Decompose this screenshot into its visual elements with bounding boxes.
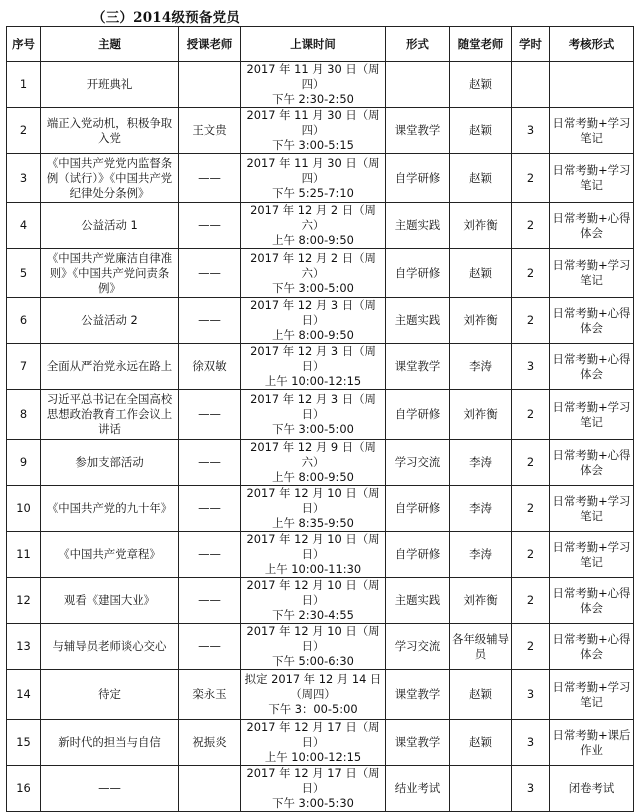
header-teacher: 授课老师 xyxy=(179,27,241,62)
cell-no: 9 xyxy=(7,440,41,486)
cell-hours: 3 xyxy=(512,766,550,812)
cell-tutor: 李涛 xyxy=(450,532,512,578)
cell-no: 8 xyxy=(7,390,41,440)
time-slot: 下午 2:30-4:55 xyxy=(272,608,354,622)
table-row xyxy=(7,249,634,298)
cell-tutor: 赵颖 xyxy=(450,108,512,154)
cell-form: 课堂教学 xyxy=(386,720,450,766)
header-time: 上课时间 xyxy=(241,27,386,62)
table-row xyxy=(7,390,634,440)
time-slot: 上午 10:00-12:15 xyxy=(264,750,362,764)
table-row xyxy=(7,670,634,720)
time-slot: 下午 3：00-5:00 xyxy=(268,702,358,716)
cell-no: 6 xyxy=(7,298,41,344)
cell-form: 自学研修 xyxy=(386,249,450,298)
cell-teacher: —— xyxy=(179,486,241,532)
cell-teacher: —— xyxy=(179,578,241,624)
time-date: 2017 年 12 月 3 日（周日） xyxy=(250,344,376,373)
cell-tutor: 李涛 xyxy=(450,344,512,390)
cell-assessment: 日常考勤+心得体会 xyxy=(550,440,634,486)
cell-assessment: 日常考勤+学习笔记 xyxy=(550,154,634,203)
cell-teacher: —— xyxy=(179,532,241,578)
cell-time xyxy=(241,486,386,532)
time-slot: 下午 5:25-7:10 xyxy=(272,185,354,200)
cell-topic: 《中国共产党廉洁自律准则》《中国共产党问责条例》 xyxy=(41,249,179,298)
cell-topic: 端正入党动机，积极争取入党 xyxy=(41,108,179,154)
time-date: 2017 年 12 月 17 日（周日） xyxy=(246,720,380,749)
cell-teacher: —— xyxy=(179,624,241,670)
time-date: 拟定 2017 年 12 月 14 日（周四） xyxy=(244,672,382,701)
cell-assessment: 日常考勤+学习笔记 xyxy=(550,670,634,720)
cell-assessment: 日常考勤+心得体会 xyxy=(550,624,634,670)
cell-topic: 习近平总书记在全国高校思想政治教育工作会议上讲话 xyxy=(41,390,179,440)
cell-assessment: 日常考勤+学习笔记 xyxy=(550,486,634,532)
time-slot: 上午 8:00-9:50 xyxy=(272,328,354,342)
cell-form: 结业考试 xyxy=(386,766,450,812)
cell-teacher xyxy=(179,62,241,108)
cell-topic: 全面从严治党永远在路上 xyxy=(41,344,179,390)
time-date: 2017 年 12 月 10 日（周日） xyxy=(246,578,380,607)
time-date: 2017 年 11 月 30 日（周四） xyxy=(246,62,380,91)
cell-form: 主题实践 xyxy=(386,298,450,344)
cell-assessment: 日常考勤+课后作业 xyxy=(550,720,634,766)
cell-form: 学习交流 xyxy=(386,440,450,486)
time-slot: 下午 5:00-6:30 xyxy=(272,654,354,668)
cell-hours xyxy=(512,62,550,108)
cell-tutor: 赵颖 xyxy=(450,670,512,720)
cell-form xyxy=(386,62,450,108)
cell-hours: 3 xyxy=(512,344,550,390)
cell-time xyxy=(241,108,386,154)
time-slot: 上午 8:00-9:50 xyxy=(272,470,354,484)
header-topic: 主题 xyxy=(41,27,179,62)
cell-tutor: 李涛 xyxy=(450,486,512,532)
cell-topic: 公益活动 1 xyxy=(41,203,179,249)
cell-hours: 2 xyxy=(512,203,550,249)
time-slot: 下午 3:00-5:00 xyxy=(272,280,354,295)
cell-topic: 开班典礼 xyxy=(41,62,179,108)
cell-time xyxy=(241,62,386,108)
cell-tutor: 赵颖 xyxy=(450,249,512,298)
table-row xyxy=(7,298,634,344)
cell-time xyxy=(241,624,386,670)
cell-no: 13 xyxy=(7,624,41,670)
table-row xyxy=(7,154,634,203)
time-date: 2017 年 12 月 17 日（周日） xyxy=(246,766,380,795)
cell-teacher: 王文贵 xyxy=(179,108,241,154)
header-assessment: 考核形式 xyxy=(550,27,634,62)
time-date: 2017 年 12 月 10 日（周日） xyxy=(246,624,380,653)
cell-tutor: 刘祚衡 xyxy=(450,578,512,624)
cell-no: 7 xyxy=(7,344,41,390)
cell-topic: 待定 xyxy=(41,670,179,720)
cell-assessment: 日常考勤+心得体会 xyxy=(550,578,634,624)
cell-tutor: 刘祚衡 xyxy=(450,298,512,344)
cell-no: 3 xyxy=(7,154,41,203)
table-header-row xyxy=(7,27,634,62)
cell-assessment: 日常考勤+心得体会 xyxy=(550,344,634,390)
cell-time xyxy=(241,390,386,440)
time-slot: 下午 2:30-2:50 xyxy=(272,92,354,106)
cell-time xyxy=(241,203,386,249)
cell-tutor: 刘祚衡 xyxy=(450,203,512,249)
cell-tutor: 赵颖 xyxy=(450,62,512,108)
time-date: 2017 年 12 月 9 日（周六） xyxy=(250,440,376,469)
cell-assessment: 日常考勤+学习笔记 xyxy=(550,249,634,298)
cell-time xyxy=(241,344,386,390)
cell-no: 1 xyxy=(7,62,41,108)
cell-no: 16 xyxy=(7,766,41,812)
cell-time xyxy=(241,578,386,624)
cell-no: 14 xyxy=(7,670,41,720)
time-slot: 上午 8:35-9:50 xyxy=(272,516,354,530)
table-row xyxy=(7,344,634,390)
cell-assessment xyxy=(550,62,634,108)
cell-no: 4 xyxy=(7,203,41,249)
cell-teacher xyxy=(179,766,241,812)
cell-form: 自学研修 xyxy=(386,532,450,578)
cell-time xyxy=(241,532,386,578)
cell-assessment: 日常考勤+学习笔记 xyxy=(550,390,634,440)
cell-form: 自学研修 xyxy=(386,390,450,440)
cell-hours: 2 xyxy=(512,154,550,203)
cell-hours: 2 xyxy=(512,486,550,532)
cell-assessment: 日常考勤+心得体会 xyxy=(550,298,634,344)
cell-assessment: 闭卷考试 xyxy=(550,766,634,812)
cell-hours: 2 xyxy=(512,440,550,486)
header-hours: 学时 xyxy=(512,27,550,62)
cell-hours: 2 xyxy=(512,578,550,624)
cell-topic: 新时代的担当与自信 xyxy=(41,720,179,766)
cell-hours: 2 xyxy=(512,532,550,578)
cell-time xyxy=(241,766,386,812)
table-row xyxy=(7,440,634,486)
table-row xyxy=(7,720,634,766)
cell-topic: 与辅导员老师谈心交心 xyxy=(41,624,179,670)
cell-topic: 《中国共产党的九十年》 xyxy=(41,486,179,532)
time-date: 2017 年 12 月 2 日（周六） xyxy=(250,250,376,280)
cell-tutor: 赵颖 xyxy=(450,154,512,203)
table-row xyxy=(7,203,634,249)
table-row xyxy=(7,532,634,578)
section-title: （三）2014级预备党员 xyxy=(92,10,240,26)
time-date: 2017 年 11 月 30 日（周四） xyxy=(246,108,380,137)
header-tutor: 随堂老师 xyxy=(450,27,512,62)
cell-tutor: 赵颖 xyxy=(450,720,512,766)
time-date: 2017 年 11 月 30 日（周四） xyxy=(246,155,380,185)
cell-no: 10 xyxy=(7,486,41,532)
table-row xyxy=(7,108,634,154)
cell-hours: 2 xyxy=(512,298,550,344)
cell-form: 自学研修 xyxy=(386,486,450,532)
cell-hours: 2 xyxy=(512,390,550,440)
cell-no: 5 xyxy=(7,249,41,298)
header-form: 形式 xyxy=(386,27,450,62)
time-date: 2017 年 12 月 10 日（周日） xyxy=(246,486,380,515)
time-slot: 上午 10:00-11:30 xyxy=(264,562,362,576)
time-date: 2017 年 12 月 3 日（周日） xyxy=(250,298,376,327)
cell-topic: 公益活动 2 xyxy=(41,298,179,344)
cell-teacher: —— xyxy=(179,154,241,203)
cell-hours: 3 xyxy=(512,720,550,766)
cell-assessment: 日常考勤+学习笔记 xyxy=(550,532,634,578)
cell-teacher: —— xyxy=(179,390,241,440)
table-row xyxy=(7,486,634,532)
cell-no: 11 xyxy=(7,532,41,578)
cell-form: 主题实践 xyxy=(386,578,450,624)
time-date: 2017 年 12 月 3 日（周日） xyxy=(250,392,376,421)
cell-topic: 参加支部活动 xyxy=(41,440,179,486)
cell-form: 课堂教学 xyxy=(386,108,450,154)
cell-tutor: 各年级辅导员 xyxy=(450,624,512,670)
cell-no: 12 xyxy=(7,578,41,624)
cell-topic: 观看《建国大业》 xyxy=(41,578,179,624)
cell-no: 15 xyxy=(7,720,41,766)
schedule-table xyxy=(6,26,634,812)
time-slot: 上午 10:00-12:15 xyxy=(264,374,362,388)
cell-topic: 《中国共产党党内监督条例（试行）》《中国共产党纪律处分条例》 xyxy=(41,154,179,203)
time-slot: 下午 3:00-5:30 xyxy=(272,796,354,810)
cell-form: 学习交流 xyxy=(386,624,450,670)
table-row xyxy=(7,766,634,812)
cell-teacher: —— xyxy=(179,249,241,298)
cell-time xyxy=(241,298,386,344)
time-slot: 上午 8:00-9:50 xyxy=(272,233,354,247)
cell-teacher: 栾永玉 xyxy=(179,670,241,720)
cell-form: 课堂教学 xyxy=(386,670,450,720)
cell-teacher: —— xyxy=(179,440,241,486)
cell-tutor: 刘祚衡 xyxy=(450,390,512,440)
cell-time xyxy=(241,440,386,486)
cell-hours: 2 xyxy=(512,249,550,298)
cell-time xyxy=(241,720,386,766)
time-slot: 下午 3:00-5:15 xyxy=(272,138,354,152)
cell-teacher: —— xyxy=(179,298,241,344)
cell-hours: 3 xyxy=(512,670,550,720)
time-date: 2017 年 12 月 10 日（周日） xyxy=(246,532,380,561)
cell-tutor xyxy=(450,766,512,812)
cell-topic: 《中国共产党章程》 xyxy=(41,532,179,578)
cell-topic: —— xyxy=(41,766,179,812)
cell-form: 课堂教学 xyxy=(386,344,450,390)
cell-form: 主题实践 xyxy=(386,203,450,249)
cell-form: 自学研修 xyxy=(386,154,450,203)
table-row xyxy=(7,578,634,624)
time-date: 2017 年 12 月 2 日（周六） xyxy=(250,203,376,232)
cell-no: 2 xyxy=(7,108,41,154)
cell-time xyxy=(241,154,386,203)
table-row xyxy=(7,624,634,670)
cell-hours: 3 xyxy=(512,108,550,154)
table-row xyxy=(7,62,634,108)
cell-teacher: 祝振炎 xyxy=(179,720,241,766)
cell-time xyxy=(241,670,386,720)
cell-assessment: 日常考勤+学习笔记 xyxy=(550,108,634,154)
header-no: 序号 xyxy=(7,27,41,62)
cell-teacher: 徐双敏 xyxy=(179,344,241,390)
time-slot: 下午 3:00-5:00 xyxy=(272,422,354,436)
cell-hours: 2 xyxy=(512,624,550,670)
cell-teacher: —— xyxy=(179,203,241,249)
cell-tutor: 李涛 xyxy=(450,440,512,486)
cell-time xyxy=(241,249,386,298)
cell-assessment: 日常考勤+心得体会 xyxy=(550,203,634,249)
